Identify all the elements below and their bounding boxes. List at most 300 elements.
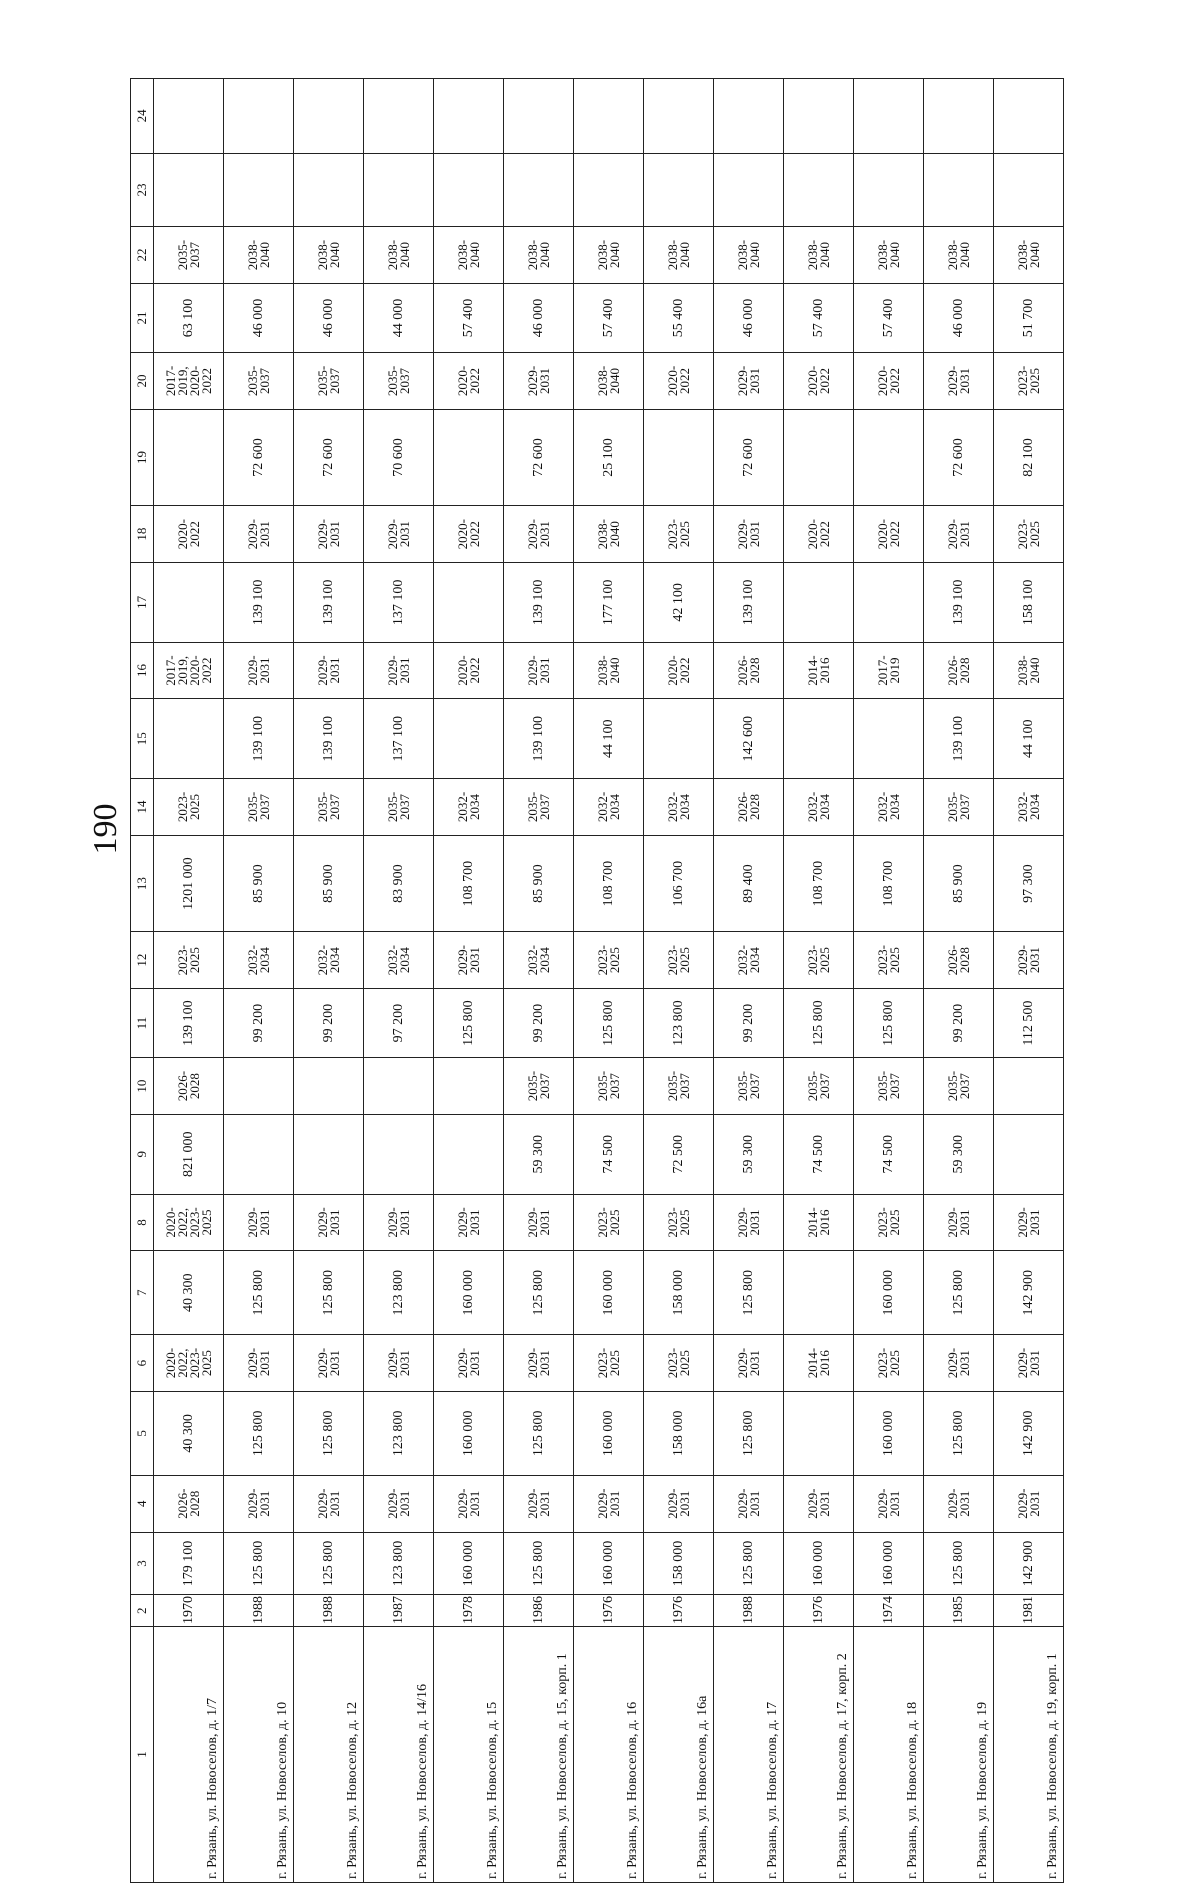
period-cell: 2032-2034 <box>644 779 714 836</box>
value-cell <box>504 79 574 154</box>
value-cell: 63 100 <box>154 283 224 352</box>
period-cell: 2038-2040 <box>294 227 364 284</box>
value-cell: 125 800 <box>294 1391 364 1475</box>
period-cell: 2029-2031 <box>364 642 434 699</box>
value-cell <box>784 562 854 642</box>
header-col-8: 8 <box>131 1194 154 1251</box>
period-cell: 2023-2025 <box>644 1335 714 1392</box>
period-cell: 2029-2031 <box>574 1475 644 1532</box>
period-cell: 2029-2031 <box>924 506 994 563</box>
header-col-9: 9 <box>131 1114 154 1194</box>
rotated-table-wrapper <box>130 78 1064 1883</box>
period-cell: 2038-2040 <box>784 227 854 284</box>
period-cell: 2023-2025 <box>154 932 224 989</box>
value-cell: 57 400 <box>434 283 504 352</box>
table-row <box>644 79 714 1883</box>
period-cell: 2029-2031 <box>224 1194 294 1251</box>
period-cell: 2035-2037 <box>224 779 294 836</box>
value-cell: 142 900 <box>994 1532 1064 1595</box>
page-number: 190 <box>87 803 124 855</box>
period-cell: 2020-2022 <box>434 642 504 699</box>
period-cell: 2029-2031 <box>714 1194 784 1251</box>
period-cell: 2026-2028 <box>154 1475 224 1532</box>
value-cell: 142 600 <box>714 699 784 779</box>
period-cell: 2038-2040 <box>574 227 644 284</box>
value-cell: 1201 000 <box>154 835 224 932</box>
period-cell: 2023-2025 <box>854 1335 924 1392</box>
period-cell: 2029-2031 <box>504 1475 574 1532</box>
header-col-16: 16 <box>131 642 154 699</box>
period-cell: 2038-2040 <box>434 227 504 284</box>
value-cell: 160 000 <box>434 1391 504 1475</box>
period-cell: 2023-2025 <box>994 506 1064 563</box>
period-cell: 2026-2028 <box>714 642 784 699</box>
value-cell <box>154 699 224 779</box>
value-cell: 72 600 <box>224 409 294 506</box>
capital-repair-table <box>130 78 1064 1883</box>
period-cell: 2029-2031 <box>224 642 294 699</box>
value-cell <box>504 153 574 226</box>
value-cell: 59 300 <box>504 1114 574 1194</box>
period-cell: 2038-2040 <box>854 227 924 284</box>
period-cell: 2029-2031 <box>434 1194 504 1251</box>
table-row <box>854 79 924 1883</box>
value-cell: 99 200 <box>714 988 784 1057</box>
header-col-22: 22 <box>131 227 154 284</box>
value-cell: 142 900 <box>994 1391 1064 1475</box>
value-cell: 70 600 <box>364 409 434 506</box>
value-cell: 125 800 <box>504 1391 574 1475</box>
value-cell: 108 700 <box>574 835 644 932</box>
value-cell <box>714 153 784 226</box>
value-cell: 125 800 <box>224 1391 294 1475</box>
value-cell: 1988 <box>224 1595 294 1626</box>
value-cell: 1974 <box>854 1595 924 1626</box>
value-cell <box>294 1058 364 1115</box>
value-cell <box>784 1251 854 1335</box>
table-row <box>574 79 644 1883</box>
value-cell: 123 800 <box>364 1251 434 1335</box>
value-cell: 1976 <box>574 1595 644 1626</box>
header-col-24: 24 <box>131 79 154 154</box>
period-cell: 2035-2037 <box>294 353 364 410</box>
value-cell <box>224 1058 294 1115</box>
period-cell: 2017-2019, 2020-2022 <box>154 642 224 699</box>
value-cell: 97 300 <box>994 835 1064 932</box>
period-cell: 2038-2040 <box>644 227 714 284</box>
value-cell: 59 300 <box>924 1114 994 1194</box>
period-cell: 2023-2025 <box>994 353 1064 410</box>
period-cell: 2038-2040 <box>994 642 1064 699</box>
period-cell: 2029-2031 <box>294 1194 364 1251</box>
value-cell: 125 800 <box>854 988 924 1057</box>
value-cell: 46 000 <box>224 283 294 352</box>
value-cell <box>294 1114 364 1194</box>
value-cell: 108 700 <box>784 835 854 932</box>
value-cell: 821 000 <box>154 1114 224 1194</box>
period-cell: 2020-2022, 2023-2025 <box>154 1194 224 1251</box>
value-cell: 99 200 <box>294 988 364 1057</box>
value-cell: 158 100 <box>994 562 1064 642</box>
period-cell: 2029-2031 <box>714 1335 784 1392</box>
header-col-2: 2 <box>131 1595 154 1626</box>
period-cell: 2038-2040 <box>994 227 1064 284</box>
value-cell <box>434 562 504 642</box>
period-cell: 2029-2031 <box>504 642 574 699</box>
value-cell: 142 900 <box>994 1251 1064 1335</box>
table-row <box>924 79 994 1883</box>
address-cell: г. Рязань, ул. Новоселов, д. 16 <box>574 1626 644 1882</box>
period-cell: 2038-2040 <box>574 506 644 563</box>
table-row <box>294 79 364 1883</box>
period-cell: 2038-2040 <box>364 227 434 284</box>
period-cell: 2020-2022 <box>784 506 854 563</box>
value-cell: 1988 <box>294 1595 364 1626</box>
header-col-3: 3 <box>131 1532 154 1595</box>
table-row <box>504 79 574 1883</box>
period-cell: 2020-2022 <box>854 353 924 410</box>
period-cell: 2020-2022 <box>784 353 854 410</box>
value-cell <box>434 153 504 226</box>
value-cell: 46 000 <box>714 283 784 352</box>
period-cell: 2035-2037 <box>364 779 434 836</box>
value-cell <box>154 153 224 226</box>
value-cell <box>644 153 714 226</box>
value-cell <box>224 153 294 226</box>
period-cell: 2035-2037 <box>784 1058 854 1115</box>
header-col-10: 10 <box>131 1058 154 1115</box>
period-cell: 2029-2031 <box>924 1194 994 1251</box>
period-cell: 2026-2028 <box>154 1058 224 1115</box>
value-cell: 40 300 <box>154 1251 224 1335</box>
period-cell: 2038-2040 <box>504 227 574 284</box>
period-cell: 2029-2031 <box>784 1475 854 1532</box>
period-cell: 2023-2025 <box>574 1335 644 1392</box>
value-cell: 57 400 <box>784 283 854 352</box>
period-cell: 2038-2040 <box>224 227 294 284</box>
value-cell <box>574 79 644 154</box>
value-cell: 106 700 <box>644 835 714 932</box>
value-cell: 125 800 <box>434 988 504 1057</box>
period-cell: 2032-2034 <box>224 932 294 989</box>
value-cell: 125 800 <box>924 1251 994 1335</box>
value-cell: 125 800 <box>504 1532 574 1595</box>
value-cell: 125 800 <box>924 1391 994 1475</box>
header-col-6: 6 <box>131 1335 154 1392</box>
period-cell: 2023-2025 <box>644 932 714 989</box>
period-cell: 2029-2031 <box>994 1475 1064 1532</box>
value-cell: 74 500 <box>784 1114 854 1194</box>
period-cell: 2035-2037 <box>364 353 434 410</box>
value-cell: 85 900 <box>924 835 994 932</box>
value-cell <box>224 1114 294 1194</box>
value-cell: 158 000 <box>644 1251 714 1335</box>
header-col-4: 4 <box>131 1475 154 1532</box>
value-cell: 57 400 <box>574 283 644 352</box>
value-cell <box>644 699 714 779</box>
header-col-21: 21 <box>131 283 154 352</box>
value-cell <box>434 79 504 154</box>
period-cell: 2017-2019 <box>854 642 924 699</box>
period-cell: 2035-2037 <box>644 1058 714 1115</box>
value-cell: 158 000 <box>644 1391 714 1475</box>
period-cell: 2032-2034 <box>434 779 504 836</box>
value-cell: 139 100 <box>504 562 574 642</box>
period-cell: 2026-2028 <box>924 642 994 699</box>
value-cell: 72 600 <box>294 409 364 506</box>
value-cell: 139 100 <box>224 699 294 779</box>
value-cell: 83 900 <box>364 835 434 932</box>
address-cell: г. Рязань, ул. Новоселов, д. 18 <box>854 1626 924 1882</box>
period-cell: 2014-2016 <box>784 1194 854 1251</box>
value-cell <box>434 409 504 506</box>
period-cell: 2029-2031 <box>504 353 574 410</box>
period-cell: 2035-2037 <box>154 227 224 284</box>
table-row <box>714 79 784 1883</box>
value-cell: 72 600 <box>924 409 994 506</box>
value-cell: 125 800 <box>714 1251 784 1335</box>
period-cell: 2029-2031 <box>294 642 364 699</box>
period-cell: 2029-2031 <box>434 1335 504 1392</box>
period-cell: 2035-2037 <box>504 1058 574 1115</box>
value-cell: 1986 <box>504 1595 574 1626</box>
value-cell: 160 000 <box>434 1251 504 1335</box>
period-cell: 2035-2037 <box>294 779 364 836</box>
value-cell <box>434 1058 504 1115</box>
period-cell: 2029-2031 <box>434 1475 504 1532</box>
value-cell: 72 500 <box>644 1114 714 1194</box>
period-cell: 2038-2040 <box>574 353 644 410</box>
period-cell: 2032-2034 <box>364 932 434 989</box>
value-cell: 125 800 <box>294 1532 364 1595</box>
period-cell: 2029-2031 <box>714 1475 784 1532</box>
header-row <box>131 79 154 1883</box>
value-cell: 97 200 <box>364 988 434 1057</box>
address-cell: г. Рязань, ул. Новоселов, д. 17, корп. 2 <box>784 1626 854 1882</box>
period-cell: 2020-2022 <box>644 642 714 699</box>
header-col-1: 1 <box>131 1626 154 1882</box>
value-cell <box>154 79 224 154</box>
value-cell <box>854 409 924 506</box>
table-row <box>434 79 504 1883</box>
period-cell: 2020-2022 <box>434 506 504 563</box>
value-cell <box>784 79 854 154</box>
value-cell: 125 800 <box>224 1532 294 1595</box>
value-cell: 1976 <box>644 1595 714 1626</box>
value-cell <box>644 79 714 154</box>
period-cell: 2029-2031 <box>434 932 504 989</box>
period-cell: 2035-2037 <box>574 1058 644 1115</box>
value-cell: 125 800 <box>224 1251 294 1335</box>
value-cell <box>994 1058 1064 1115</box>
value-cell: 125 800 <box>714 1391 784 1475</box>
header-col-14: 14 <box>131 779 154 836</box>
period-cell: 2029-2031 <box>364 1194 434 1251</box>
table-row <box>224 79 294 1883</box>
value-cell: 139 100 <box>294 562 364 642</box>
table-row <box>364 79 434 1883</box>
value-cell <box>224 79 294 154</box>
value-cell <box>854 699 924 779</box>
value-cell: 125 800 <box>294 1251 364 1335</box>
address-cell: г. Рязань, ул. Новоселов, д. 19 <box>924 1626 994 1882</box>
period-cell: 2035-2037 <box>224 353 294 410</box>
value-cell: 57 400 <box>854 283 924 352</box>
period-cell: 2014-2016 <box>784 1335 854 1392</box>
value-cell: 82 100 <box>994 409 1064 506</box>
value-cell: 125 800 <box>504 1251 574 1335</box>
address-cell: г. Рязань, ул. Новоселов, д. 15 <box>434 1626 504 1882</box>
header-col-7: 7 <box>131 1251 154 1335</box>
value-cell: 123 800 <box>644 988 714 1057</box>
period-cell: 2035-2037 <box>714 1058 784 1115</box>
period-cell: 2020-2022 <box>644 353 714 410</box>
value-cell: 59 300 <box>714 1114 784 1194</box>
value-cell: 108 700 <box>434 835 504 932</box>
value-cell: 158 000 <box>644 1532 714 1595</box>
value-cell: 25 100 <box>574 409 644 506</box>
period-cell: 2029-2031 <box>644 1475 714 1532</box>
header-col-17: 17 <box>131 562 154 642</box>
value-cell: 160 000 <box>574 1251 644 1335</box>
address-cell: г. Рязань, ул. Новоселов, д. 15, корп. 1 <box>504 1626 574 1882</box>
value-cell: 137 100 <box>364 699 434 779</box>
period-cell: 2032-2034 <box>294 932 364 989</box>
value-cell: 99 200 <box>924 988 994 1057</box>
period-cell: 2029-2031 <box>504 1335 574 1392</box>
value-cell: 123 800 <box>364 1532 434 1595</box>
value-cell: 125 800 <box>574 988 644 1057</box>
value-cell: 72 600 <box>714 409 784 506</box>
header-col-12: 12 <box>131 932 154 989</box>
value-cell <box>924 79 994 154</box>
address-cell: г. Рязань, ул. Новоселов, д. 12 <box>294 1626 364 1882</box>
value-cell: 139 100 <box>154 988 224 1057</box>
period-cell: 2029-2031 <box>294 1475 364 1532</box>
header-col-18: 18 <box>131 506 154 563</box>
value-cell: 160 000 <box>574 1532 644 1595</box>
period-cell: 2020-2022 <box>854 506 924 563</box>
value-cell <box>994 153 1064 226</box>
value-cell: 74 500 <box>854 1114 924 1194</box>
table-row <box>154 79 224 1883</box>
period-cell: 2026-2028 <box>714 779 784 836</box>
period-cell: 2029-2031 <box>714 353 784 410</box>
value-cell: 44 100 <box>574 699 644 779</box>
table-body <box>154 79 1064 1883</box>
period-cell: 2020-2022 <box>154 506 224 563</box>
period-cell: 2029-2031 <box>294 506 364 563</box>
value-cell <box>994 79 1064 154</box>
period-cell: 2032-2034 <box>854 779 924 836</box>
value-cell <box>784 699 854 779</box>
value-cell: 160 000 <box>434 1532 504 1595</box>
period-cell: 2032-2034 <box>784 779 854 836</box>
value-cell: 46 000 <box>504 283 574 352</box>
period-cell: 2029-2031 <box>364 1335 434 1392</box>
table-row <box>994 79 1064 1883</box>
period-cell: 2029-2031 <box>294 1335 364 1392</box>
value-cell: 85 900 <box>224 835 294 932</box>
value-cell <box>364 1114 434 1194</box>
value-cell <box>784 153 854 226</box>
address-cell: г. Рязань, ул. Новоселов, д. 17 <box>714 1626 784 1882</box>
value-cell <box>854 562 924 642</box>
period-cell: 2029-2031 <box>504 1194 574 1251</box>
value-cell: 89 400 <box>714 835 784 932</box>
value-cell <box>644 409 714 506</box>
period-cell: 2029-2031 <box>994 932 1064 989</box>
value-cell <box>574 153 644 226</box>
value-cell: 125 800 <box>784 988 854 1057</box>
period-cell: 2023-2025 <box>854 1194 924 1251</box>
period-cell: 2038-2040 <box>574 642 644 699</box>
value-cell <box>434 699 504 779</box>
value-cell: 112 500 <box>994 988 1064 1057</box>
value-cell <box>154 409 224 506</box>
period-cell: 2026-2028 <box>924 932 994 989</box>
period-cell: 2035-2037 <box>854 1058 924 1115</box>
period-cell: 2029-2031 <box>364 506 434 563</box>
period-cell: 2038-2040 <box>714 227 784 284</box>
period-cell: 2023-2025 <box>574 1194 644 1251</box>
value-cell <box>854 79 924 154</box>
table-header <box>131 79 154 1883</box>
value-cell: 74 500 <box>574 1114 644 1194</box>
value-cell: 160 000 <box>854 1532 924 1595</box>
header-col-15: 15 <box>131 699 154 779</box>
period-cell: 2017-2019, 2020-2022 <box>154 353 224 410</box>
value-cell: 44 100 <box>994 699 1064 779</box>
value-cell: 42 100 <box>644 562 714 642</box>
header-col-5: 5 <box>131 1391 154 1475</box>
header-col-13: 13 <box>131 835 154 932</box>
address-cell: г. Рязань, ул. Новоселов, д. 1/7 <box>154 1626 224 1882</box>
value-cell: 160 000 <box>574 1391 644 1475</box>
address-cell: г. Рязань, ул. Новоселов, д. 14/16 <box>364 1626 434 1882</box>
period-cell: 2032-2034 <box>574 779 644 836</box>
period-cell: 2029-2031 <box>224 506 294 563</box>
period-cell: 2029-2031 <box>994 1194 1064 1251</box>
table-row <box>784 79 854 1883</box>
value-cell: 160 000 <box>854 1391 924 1475</box>
value-cell <box>154 562 224 642</box>
value-cell <box>924 153 994 226</box>
value-cell <box>364 79 434 154</box>
value-cell: 137 100 <box>364 562 434 642</box>
value-cell: 160 000 <box>854 1251 924 1335</box>
value-cell: 51 700 <box>994 283 1064 352</box>
value-cell: 1976 <box>784 1595 854 1626</box>
period-cell: 2032-2034 <box>994 779 1064 836</box>
period-cell: 2038-2040 <box>924 227 994 284</box>
value-cell: 108 700 <box>854 835 924 932</box>
value-cell: 125 800 <box>924 1532 994 1595</box>
value-cell: 1985 <box>924 1595 994 1626</box>
period-cell: 2023-2025 <box>574 932 644 989</box>
period-cell: 2014-2016 <box>784 642 854 699</box>
value-cell <box>714 79 784 154</box>
value-cell: 1970 <box>154 1595 224 1626</box>
value-cell <box>434 1114 504 1194</box>
period-cell: 2023-2025 <box>784 932 854 989</box>
address-cell: г. Рязань, ул. Новоселов, д. 19, корп. 1 <box>994 1626 1064 1882</box>
address-cell: г. Рязань, ул. Новоселов, д. 10 <box>224 1626 294 1882</box>
value-cell: 139 100 <box>924 699 994 779</box>
value-cell: 85 900 <box>294 835 364 932</box>
value-cell <box>364 1058 434 1115</box>
period-cell: 2032-2034 <box>504 932 574 989</box>
